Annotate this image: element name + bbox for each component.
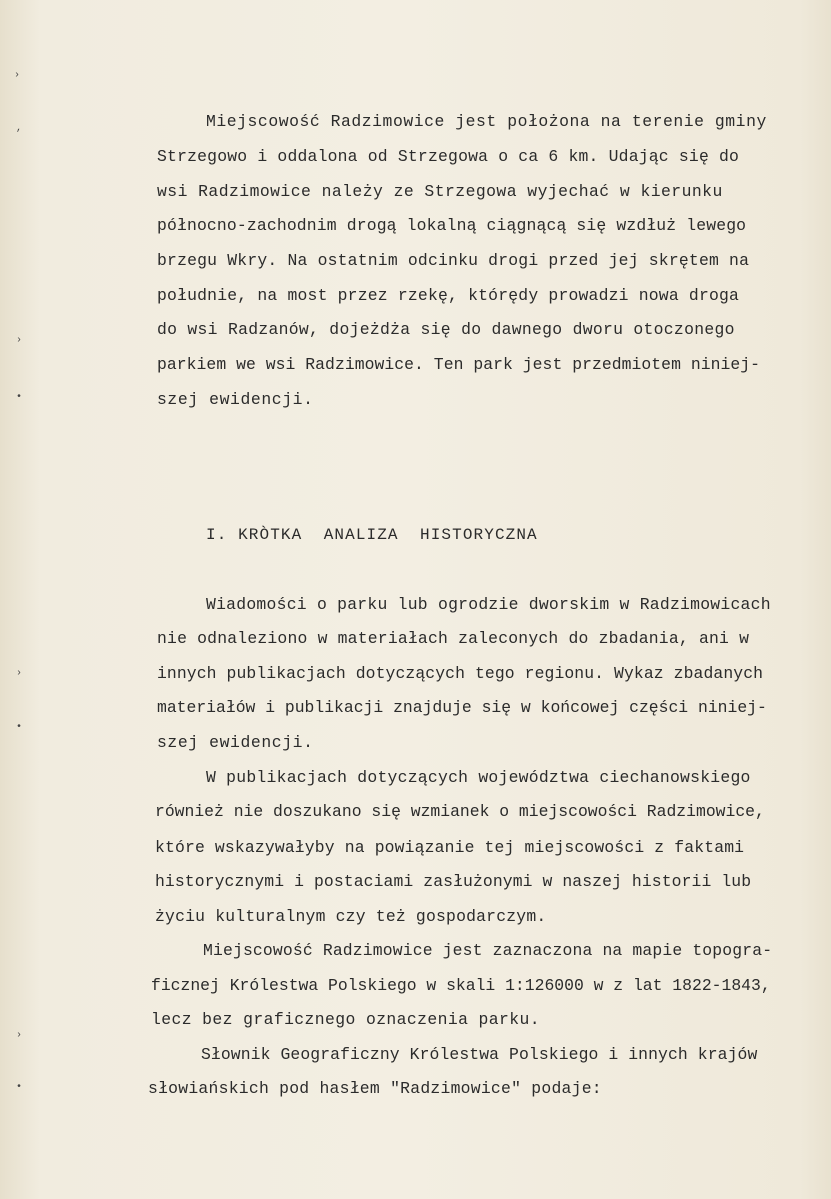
margin-speck: ›: [16, 335, 23, 346]
margin-speck: ,: [16, 123, 23, 134]
text-line: W publikacjach dotyczących województwa ciechanowskiego: [206, 768, 751, 787]
text-line: Miejscowość Radzimowice jest położona na terenie gminy: [206, 112, 767, 131]
text-line: szej ewidencji.: [157, 390, 314, 409]
text-line: historycznymi i postaciami zasłużonymi w naszej historii lub: [155, 872, 752, 891]
margin-speck: ›: [16, 1030, 23, 1041]
text-line: które wskazywałyby na powiązanie tej miejscowości z faktami: [155, 838, 745, 857]
margin-speck: ›: [14, 70, 21, 81]
text-line: Strzegowo i oddalona od Strzegowa o ca 6 km. Udając się do: [157, 147, 740, 166]
text-line: nie odnaleziono w materiałach zaleconych do zbadania, ani w: [157, 629, 750, 648]
text-line: również nie doszukano się wzmianek o miejscowości Radzimowice,: [155, 802, 765, 821]
text-line: Miejscowość Radzimowice jest zaznaczona na mapie topogra-: [203, 941, 773, 960]
text-line: słowiańskich pod hasłem "Radzimowice" podaje:: [148, 1079, 602, 1098]
text-line: materiałów i publikacji znajduje się w końcowej części niniej-: [157, 698, 767, 717]
text-line: południe, na most przez rzekę, którędy prowadzi nowa droga: [157, 286, 740, 305]
section-heading: I. KRÒTKA ANALIZA HISTORYCZNA: [206, 526, 538, 544]
text-line: ficznej Królestwa Polskiego w skali 1:126000 w z lat 1822-1843,: [151, 976, 771, 995]
text-line: do wsi Radzanów, dojeżdża się do dawnego dworu otoczonego: [157, 320, 735, 339]
text-line: brzegu Wkry. Na ostatnim odcinku drogi przed jej skrętem na: [157, 251, 750, 270]
text-line: szej ewidencji.: [157, 733, 314, 752]
margin-speck: ›: [16, 668, 23, 679]
text-line: życiu kulturalnym czy też gospodarczym.: [155, 907, 547, 926]
text-line: parkiem we wsi Radzimowice. Ten park jest przedmiotem niniej-: [157, 355, 761, 374]
text-line: północno-zachodnim drogą lokalną ciągnącą się wzdłuż lewego: [157, 216, 747, 235]
margin-speck: •: [16, 392, 23, 403]
text-line: innych publikacjach dotyczących tego regionu. Wykaz zbadanych: [157, 664, 764, 683]
text-line: wsi Radzimowice należy ze Strzegowa wyjechać w kierunku: [157, 182, 723, 201]
margin-speck: •: [16, 1082, 23, 1093]
margin-speck: •: [16, 722, 23, 733]
text-line: lecz bez graficznego oznaczenia parku.: [151, 1010, 540, 1029]
text-line: Słownik Geograficzny Królestwa Polskiego i innych krajów: [201, 1045, 758, 1064]
text-line: Wiadomości o parku lub ogrodzie dworskim w Radzimowicach: [206, 595, 771, 614]
